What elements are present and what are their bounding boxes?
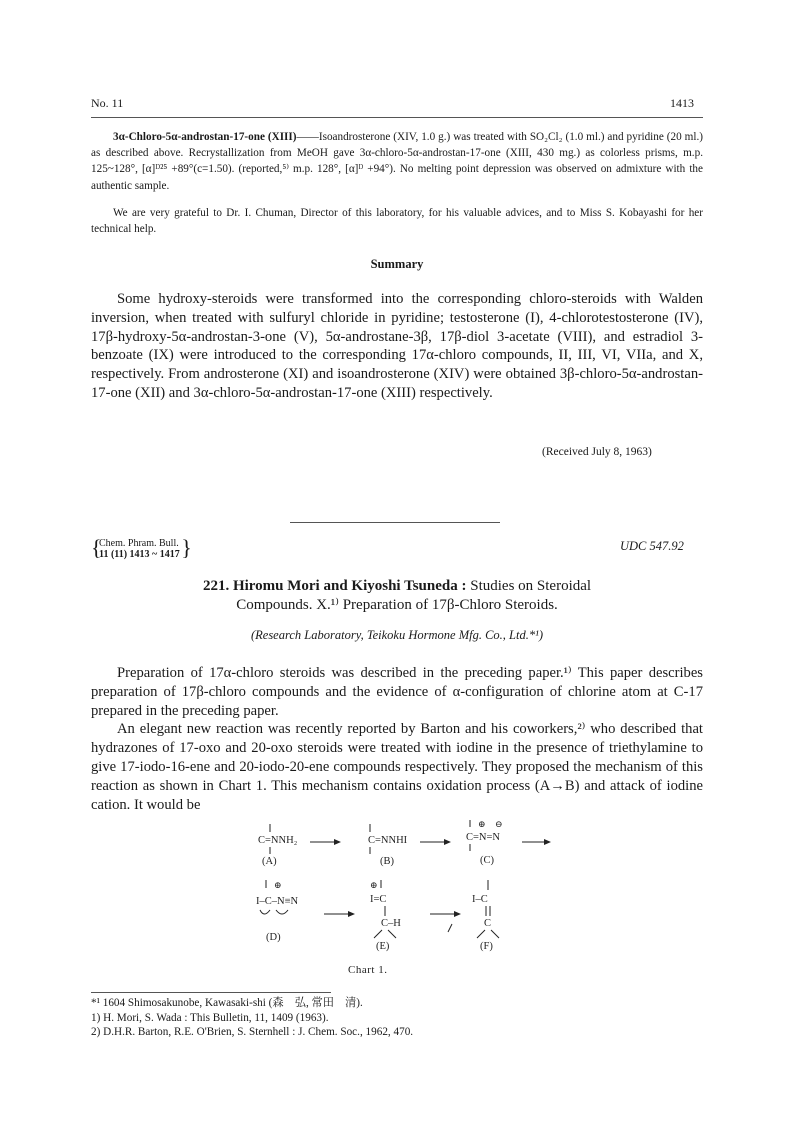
compound-b-label: (B) (380, 856, 394, 867)
experimental-compound-title: 3α-Chloro-5α-androstan-17-one (XIII) (113, 131, 297, 143)
acknowledgement (91, 205, 703, 237)
curved-arrow-e-f (448, 924, 452, 932)
summary-text: Some hydroxy-steroids were transformed into the corresponding chloro-steroids with Walden inversion, when treated with sulfuryl chloride in pyridine; testosterone (I), 4-chlorotestosterone (IV), 17β-hydroxy-5α-androstan-3-one (V), 5α-androstane-3β, 17β-diol 3-acetate (VIII), and estradiol 3-benzoate (IX) were introduced to the corresponding 17α-chloro compounds, II, III, VI, VIIa, and X, respectively. From androsterone (XI) and isoandrosterone (XIV) were obtained 3β-chloro-5α-androstan-17-one (XII) and 3α-chloro-5α-androstan-17-one (XIII) respectively. (91, 291, 703, 401)
compound-c-minus-charge: ⊖ (495, 819, 503, 829)
compound-c-label: (C) (480, 855, 494, 866)
acknowledgement-text: We are very grateful to Dr. I. Chuman, Director of this laboratory, for his valuable advices, and to Miss S. Kobayashi for her technical help. (91, 207, 703, 236)
compound-e-bottom: C–H (381, 918, 401, 929)
compound-c-plus-charge: ⊕ (478, 819, 486, 829)
compound-d-plus-charge: ⊕ (274, 880, 282, 890)
compound-a-label: (A) (262, 856, 277, 867)
bond-e-lower-right (388, 930, 396, 938)
header-rule (91, 117, 703, 118)
bond-f-lower-right (491, 930, 499, 938)
compound-d-label: (D) (266, 932, 281, 943)
journal-citation (91, 535, 192, 560)
citation-left-brace: { (91, 535, 102, 560)
arrow-d-e-head (348, 911, 355, 917)
affiliation: (Research Laboratory, Teikoku Hormone Mfg. Co., Ltd.*¹) (250, 628, 544, 642)
chart-1-reaction-scheme (230, 818, 570, 978)
running-header-journal-number: No. 11 (91, 96, 124, 110)
curved-arrow-d-right (276, 910, 288, 914)
compound-e-label: (E) (376, 941, 390, 952)
compound-f-label: (F) (480, 941, 493, 952)
footnote-ref-1: 1) H. Mori, S. Wada : This Bulletin, 11, 1409 (1963). (91, 1011, 329, 1024)
compound-f-top: I–C (472, 894, 488, 905)
udc-code: UDC 547.92 (620, 539, 684, 553)
bond-f-lower-left (477, 930, 485, 938)
article-title-part1: Studies on Steroidal (470, 578, 592, 594)
received-date: (Received July 8, 1963) (542, 446, 652, 458)
compound-e-top: I=C (370, 894, 387, 905)
footnote-ref-2: 2) D.H.R. Barton, R.E. O'Brien, S. Sternhell : J. Chem. Soc., 1962, 470. (91, 1026, 414, 1038)
compound-f-bottom: C (484, 918, 492, 929)
summary-body (91, 290, 703, 403)
curved-arrow-d-left (260, 910, 270, 914)
arrow-c-d-head (544, 839, 551, 845)
article-separator-rule (290, 522, 500, 523)
compound-d-formula: I–C–N≡N (256, 896, 299, 907)
article-title-block (91, 577, 703, 615)
footnote-rule (91, 992, 331, 993)
page-number: 1413 (670, 96, 694, 110)
compound-e-plus-charge: ⊕ (370, 880, 378, 890)
footnotes (91, 996, 703, 1040)
body-paragraph-1: Preparation of 17α-chloro steroids was described in the preceding paper.¹⁾ This paper describes preparation of 17β-chloro compounds and the evidence of α-configuration of chlorine atom at C-17 prepared in the preceding paper. (91, 665, 703, 719)
arrow-e-f-head (454, 911, 461, 917)
body-paragraph-2: An elegant new reaction was recently reported by Barton and his coworkers,²⁾ who described that hydrazones of 17-oxo and 20-oxo steroids were treated with iodine in the presence of triethylamine to give 17-iodo-16-ene and 20-iodo-20-ene compounds respectively. They proposed the mechanism of this reaction as shown in Chart 1. This mechanism contains oxidation process (A→B) and attack of iodine cation. It would be (91, 721, 703, 813)
experimental-paragraph (91, 129, 703, 194)
summary-heading: Summary (370, 257, 424, 271)
article-body (91, 664, 703, 814)
arrow-a-b-head (334, 839, 341, 845)
citation-line-1: Chem. Phram. Bull. (99, 538, 179, 549)
article-number-authors: 221. Hiromu Mori and Kiyoshi Tsuneda : (202, 578, 467, 594)
citation-right-brace: } (181, 535, 192, 560)
arrow-b-c-head (444, 839, 451, 845)
compound-b-formula: C=NNHI (368, 835, 408, 846)
compound-a-formula: C=NNH₂ (258, 835, 298, 846)
chart-caption: Chart 1. (348, 964, 388, 976)
compound-c-formula: C=N=N (466, 832, 501, 843)
article-title-part2: Compounds. X.¹⁾ Preparation of 17β-Chloro Steroids. (236, 597, 558, 613)
footnote-address: *¹ 1604 Shimosakunobe, Kawasaki-shi (森 弘, 常田 清). (91, 997, 363, 1009)
experimental-text: ——Isoandrosterone (XIV, 1.0 g.) was treated with SO₂Cl₂ (1.0 ml.) and pyridine (20 ml.) as described above. Recrystallization from MeOH gave 3α-chloro-5α-androstan-17-one (XIII, 430 mg.) as colorless prisms, m.p. 125~128°, [α]ᴰ²⁵ +89°(c=1.50). (reported,⁵⁾ m.p. 128°, [α]ᴰ +94°). No melting point depression was observed on admixture with the authentic sample. (91, 131, 703, 192)
bond-e-lower-left (374, 930, 382, 938)
citation-line-2: 11 (11) 1413 ~ 1417 (99, 549, 180, 560)
